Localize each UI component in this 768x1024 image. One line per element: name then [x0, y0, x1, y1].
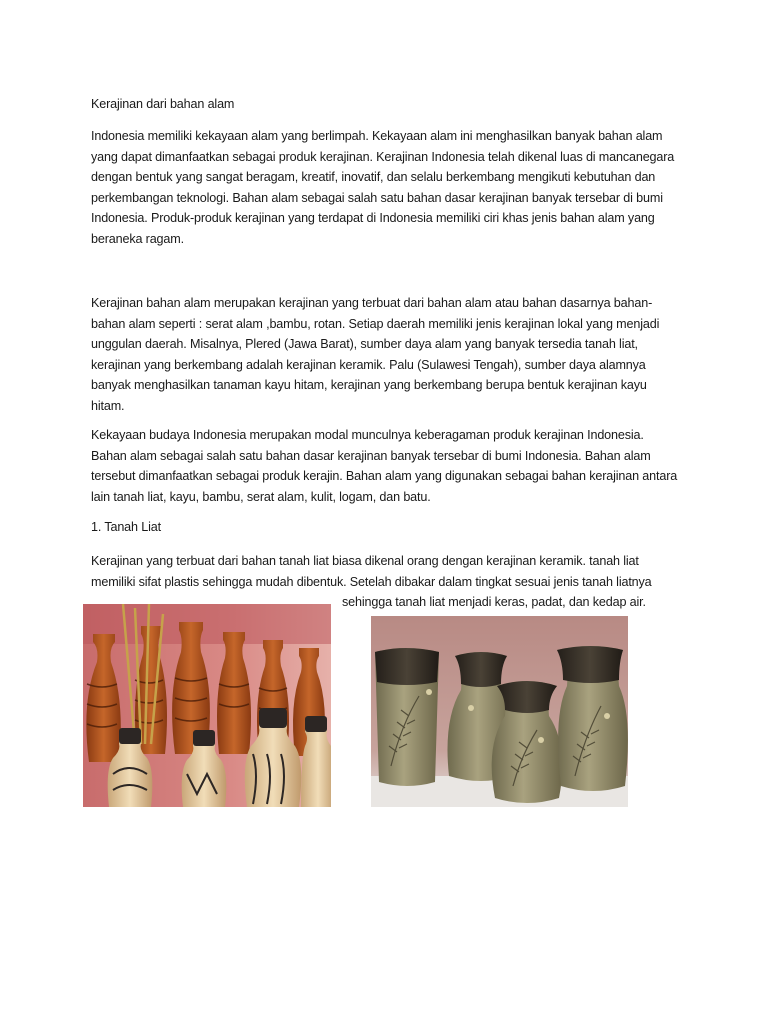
- paragraph-tanah-liat-end: sehingga tanah liat menjadi keras, padat, dan kedap air.: [342, 595, 646, 609]
- ceramic-vases-photo: [83, 604, 331, 807]
- stoneware-vases-photo-icon: [371, 616, 628, 807]
- section-heading-tanah-liat: 1. Tanah Liat: [91, 520, 161, 534]
- paragraph-definition: Kerajinan bahan alam merupakan kerajinan yang terbuat dari bahan alam atau bahan dasarnya bahan-bahan alam seperti : serat alam ,bambu, rotan. Setiap daerah memiliki jenis kerajinan lokal yang menjadi unggulan daerah. Misalnya, Plered (Jawa Barat), sumber daya alam yang banyak tersedia tanah liat, kerajinan yang berkembang adalah kerajinan keramik. Palu (Sulawesi Tengah), sumber daya alamnya banyak menghasilkan tanaman kayu hitam, kerajinan yang berkembang berupa bentuk kerajinan kayu hitam.: [91, 296, 660, 413]
- paragraph-tanah-liat: Kerajinan yang terbuat dari bahan tanah liat biasa dikenal orang dengan kerajinan keramik. tanah liat memiliki sifat plastis sehingga mudah dibentuk. Setelah dibakar dalam tingkat sesuai jenis tanah liatnya: [91, 554, 652, 589]
- document-title: Kerajinan dari bahan alam: [91, 97, 235, 111]
- stoneware-vases-photo: [371, 616, 628, 807]
- ceramic-vases-photo-icon: [83, 604, 331, 807]
- paragraph-culture: Kekayaan budaya Indonesia merupakan modal munculnya keberagaman produk kerajinan Indonesia. Bahan alam sebagai salah satu bahan dasar kerajinan banyak tersebar di bumi Indonesia. Bahan alam tersebut dimanfaatkan sebagai produk kerajin. Bahan alam yang digunakan sebagai bahan kerajinan antara lain tanah liat, kayu, bambu, serat alam, kulit, logam, dan batu.: [91, 428, 678, 504]
- paragraph-intro: Indonesia memiliki kekayaan alam yang berlimpah. Kekayaan alam ini menghasilkan banyak bahan alam yang dapat dimanfaatkan sebagai produk kerajinan. Kerajinan Indonesia telah dikenal luas di mancanegara dengan bentuk yang sangat beragam, kreatif, inovatif, dan selalu berkembang mengikuti kebutuhan dan perkembangan teknologi. Bahan alam sebagai salah satu bahan dasar kerajinan banyak tersebar di bumi Indonesia. Produk-produk kerajinan yang terdapat di Indonesia memiliki ciri khas jenis bahan alam yang beraneka ragam.: [91, 129, 675, 246]
